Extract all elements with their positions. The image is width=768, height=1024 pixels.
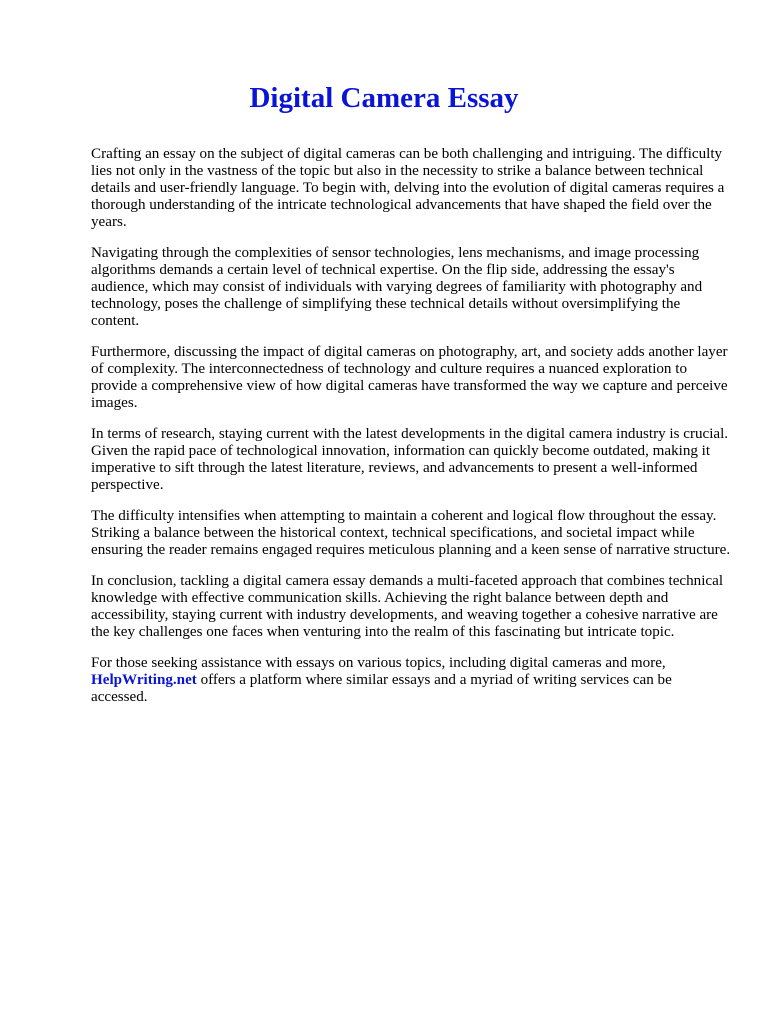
document-title: Digital Camera Essay — [249, 82, 519, 114]
paragraph-4: In terms of research, staying current with the latest developments in the digital camera industry is crucial. Given the rapid pace of technological innovation, information can quickly become outdated, making it imperative to sift through the latest literature, reviews, and advancements to present a well-informed perspective. — [91, 426, 729, 493]
closing-text-before-link: For those seeking assistance with essays on various topics, including digital cameras and more, — [91, 655, 666, 671]
paragraph-2: Navigating through the complexities of sensor technologies, lens mechanisms, and image processing algorithms demands a certain level of technical expertise. On the flip side, addressing the essay's audience, which may consist of individuals with varying degrees of familiarity with photography and technology, poses the challenge of simplifying these technical details without oversimplifying the content. — [91, 245, 703, 329]
paragraph-3: Furthermore, discussing the impact of digital cameras on photography, art, and society adds another layer of complexity. The interconnectedness of technology and culture requires a nuanced exploration to provide a comprehensive view of how digital cameras have transformed the way we capture and perceive images. — [91, 344, 728, 411]
document-body — [91, 146, 731, 720]
closing-paragraph — [91, 655, 731, 706]
paragraph-5: The difficulty intensifies when attempting to maintain a coherent and logical flow throughout the essay. Striking a balance between the historical context, technical specifications, and societal impact while ensuring the reader remains engaged requires meticulous planning and a keen sense of narrative structure. — [91, 508, 731, 558]
helpwriting-link[interactable]: HelpWriting.net — [91, 672, 197, 688]
paragraph-6: In conclusion, tackling a digital camera essay demands a multi-faceted approach that combines technical knowledge with effective communication skills. Achieving the right balance between depth and accessibility, staying current with industry developments, and weaving together a cohesive narrative are the key challenges one faces when venturing into the realm of this fascinating but intricate topic. — [91, 573, 724, 640]
closing-text-after-link: offers a platform where similar essays and a myriad of writing services can be accessed. — [91, 672, 672, 705]
paragraph-1: Crafting an essay on the subject of digital cameras can be both challenging and intriguing. The difficulty lies not only in the vastness of the topic but also in the necessity to strike a balance between technical details and user-friendly language. To begin with, delving into the evolution of digital cameras requires a thorough understanding of the intricate technological advancements that have shaped the field over the years. — [91, 146, 725, 230]
